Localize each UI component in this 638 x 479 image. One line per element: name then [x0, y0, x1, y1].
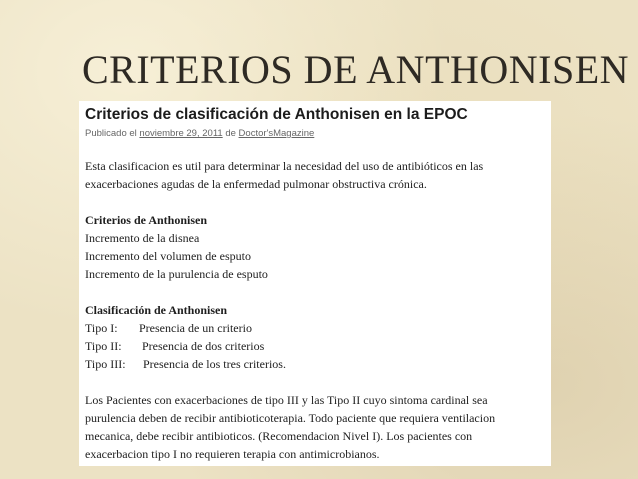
intro-line: exacerbaciones agudas de la enfermedad pulmonar obstructiva crónica. [85, 177, 427, 191]
article-heading: Criterios de clasificación de Anthonisen en la EPOC [85, 106, 468, 123]
type-label: Tipo II: [85, 339, 122, 353]
type-label: Tipo III: [85, 357, 126, 371]
article-panel [79, 101, 551, 466]
classification-row [85, 337, 543, 355]
closing-line: Los Pacientes con exacerbaciones de tipo III y las Tipo II cuyo sintoma cardinal sea [85, 393, 488, 407]
criteria-list [85, 229, 543, 283]
classification-row [85, 319, 543, 337]
criteria-item: Incremento de la disnea [85, 231, 200, 245]
intro-line: Esta clasificacion es util para determinar la necesidad del uso de antibióticos en las [85, 159, 484, 173]
classification-list [85, 319, 543, 373]
closing-line: purulencia deben de recibir antibioticoterapia. Todo paciente que requiera ventilacion [85, 411, 496, 425]
byline-date-link[interactable]: noviembre 29, 2011 [139, 128, 223, 139]
byline-author-link[interactable]: Doctor'sMagazine [238, 128, 315, 139]
closing-paragraph [85, 391, 543, 463]
byline-by-word: de [225, 128, 236, 139]
closing-line: exacerbacion tipo I no requieren terapia con antimicrobianos. [85, 447, 380, 461]
type-description: Presencia de un criterio [139, 321, 252, 335]
closing-line: mecanica, debe recibir antibioticos. (Recomendacion Nivel I). Los pacientes con [85, 429, 473, 443]
intro-paragraph [85, 157, 543, 193]
byline-published-prefix: Publicado el [85, 128, 137, 139]
type-description: Presencia de los tres criterios. [143, 357, 286, 371]
byline [85, 128, 543, 140]
criteria-item: Incremento del volumen de esputo [85, 249, 251, 263]
classification-heading: Clasificación de Anthonisen [85, 303, 228, 317]
classification-row [85, 355, 543, 373]
type-label: Tipo I: [85, 321, 118, 335]
type-description: Presencia de dos criterios [142, 339, 265, 353]
criteria-heading: Criterios de Anthonisen [85, 213, 208, 227]
slide-title: CRITERIOS DE ANTHONISEN [82, 47, 630, 92]
criteria-item: Incremento de la purulencia de esputo [85, 267, 268, 281]
